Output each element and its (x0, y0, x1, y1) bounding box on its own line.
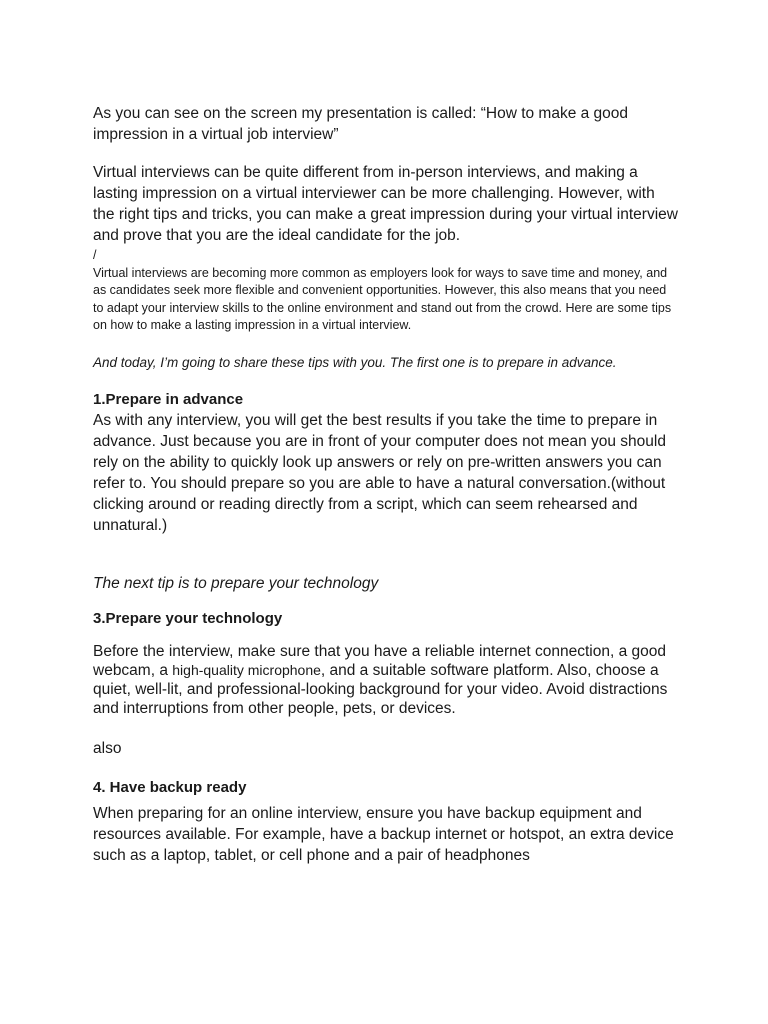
technology-text-a: Before the interview, make sure that you have a reliable internet connection, a good webcam, a (93, 642, 666, 679)
technology-text-b: high-quality microphone (172, 661, 321, 678)
technology-paragraph (93, 642, 678, 718)
intro-paragraph: As you can see on the screen my presentation is called: “How to make a good impression in a virtual job interview” (93, 105, 629, 143)
context-paragraph: Virtual interviews are becoming more common as employers look for ways to save time and money, and as candidates seek more flexible and convenient opportunities. However, this also means that you need to adapt your interview skills to the online environment and stand out from the crowd. Here are some tips on how to make a lasting impression in a virtual interview. (93, 265, 672, 332)
backup-paragraph: When preparing for an online interview, ensure you have backup equipment and resources available. For example, have a backup internet or hotspot, an extra device such as a laptop, tablet, or cell phone and a pair of headphones (93, 804, 674, 864)
italic-next-tip: The next tip is to prepare your technology (93, 574, 379, 592)
heading-have-backup: 4. Have backup ready (93, 778, 247, 796)
technology-text-c: , and a suitable software platform. Also, choose a quiet, well-lit, and professional-looking background for your video. Avoid distractions and interruptions from other people, pets, or devices. (93, 661, 668, 717)
document-page (93, 103, 678, 866)
virtual-interviews-paragraph: Virtual interviews can be quite different from in-person interviews, and making a lasting impression on a virtual interviewer can be more challenging. However, with the right tips and tricks, you can make a great impression during your virtual interview and prove that you are the ideal candidate for the job. (93, 164, 678, 244)
also-line: also (93, 739, 122, 757)
slash-line: / (93, 248, 97, 262)
prepare-advance-paragraph: As with any interview, you will get the best results if you take the time to prepare in advance. Just because you are in front of your computer does not mean you should rely on the ability to quickly look up answers or rely on pre-written answers you can refer to. You should prepare so you are able to have a natural conversation.(without clicking around or reading directly from a script, which can seem rehearsed and unnatural.) (93, 411, 666, 534)
heading-prepare-in-advance: 1.Prepare in advance (93, 390, 244, 408)
heading-prepare-technology: 3.Prepare your technology (93, 609, 283, 627)
italic-transition-paragraph: And today, I’m going to share these tips with you. The first one is to prepare in advance. (93, 354, 617, 370)
